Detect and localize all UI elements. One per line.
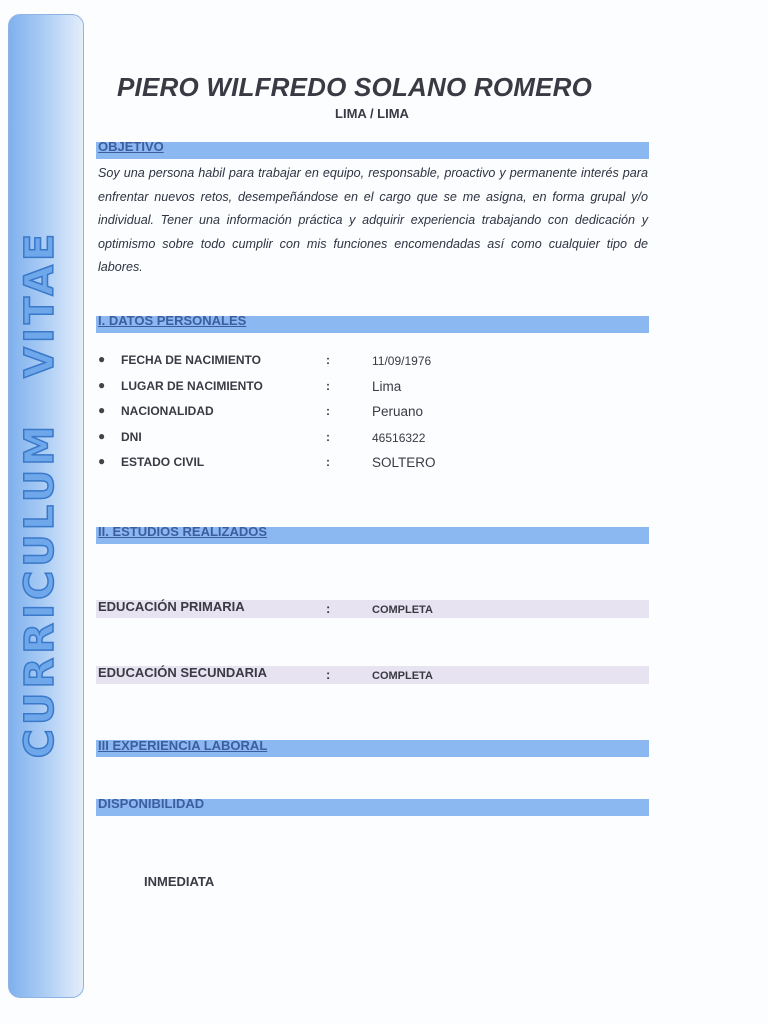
experience-heading: III EXPERIENCIA LABORAL: [98, 738, 268, 753]
list-item: [98, 429, 598, 455]
primary-education-value: COMPLETA: [372, 604, 433, 616]
field-separator: :: [326, 378, 330, 393]
primary-education-label: EDUCACIÓN PRIMARIA: [98, 599, 245, 614]
field-separator: :: [326, 404, 330, 418]
list-item: [98, 378, 598, 404]
personal-data-heading: I. DATOS PERSONALES: [98, 313, 247, 328]
bullet-icon: ●: [98, 403, 106, 417]
field-label: ESTADO CIVIL: [121, 455, 205, 469]
objective-text: Soy una persona habil para trabajar en equipo, responsable, proactivo y permanente interés para enfrentar nuevos retos, desempeñándose en el cargo que se me asigna, en forma grupal y/o individual. Tener una información práctica y adquirir experiencia trabajando con dedicación y optimismo sobre todo cumplir con mis funciones encomendadas así como cualquier tipo de labores.: [98, 166, 648, 274]
field-separator: :: [326, 455, 330, 469]
bullet-icon: ●: [98, 377, 106, 392]
field-label: LUGAR DE NACIMIENTO: [121, 378, 263, 393]
candidate-name: PIERO WILFREDO SOLANO ROMERO: [117, 72, 593, 102]
personal-data-list: [98, 352, 598, 480]
field-value: Lima: [372, 378, 402, 394]
secondary-education-value: COMPLETA: [372, 670, 433, 682]
secondary-education-label: EDUCACIÓN SECUNDARIA: [98, 665, 268, 680]
field-separator: :: [326, 429, 330, 444]
field-label: FECHA DE NACIMIENTO: [121, 353, 262, 367]
field-value: 46516322: [372, 430, 426, 445]
curriculum-vitae-vertical-title: CURRICULUM VITAE: [17, 229, 63, 759]
field-value: Peruano: [372, 404, 424, 419]
field-value: 11/09/1976: [372, 354, 432, 368]
field-separator: :: [326, 353, 330, 367]
bullet-icon: ●: [98, 352, 106, 366]
field-label: DNI: [121, 429, 142, 444]
objective-heading-band: [96, 142, 649, 159]
availability-value: INMEDIATA: [144, 874, 215, 889]
field-separator: :: [326, 601, 331, 616]
list-item: [98, 352, 598, 378]
list-item: [98, 403, 598, 429]
studies-heading: II. ESTUDIOS REALIZADOS: [98, 524, 268, 539]
list-item: [98, 454, 598, 480]
candidate-location: LIMA / LIMA: [335, 106, 409, 121]
bullet-icon: ●: [98, 428, 106, 443]
bullet-icon: ●: [98, 454, 106, 468]
field-separator: :: [326, 667, 331, 682]
field-label: NACIONALIDAD: [121, 404, 214, 418]
field-value: SOLTERO: [372, 455, 436, 470]
availability-heading: DISPONIBILIDAD: [98, 796, 205, 811]
objective-heading: OBJETIVO: [98, 139, 164, 154]
